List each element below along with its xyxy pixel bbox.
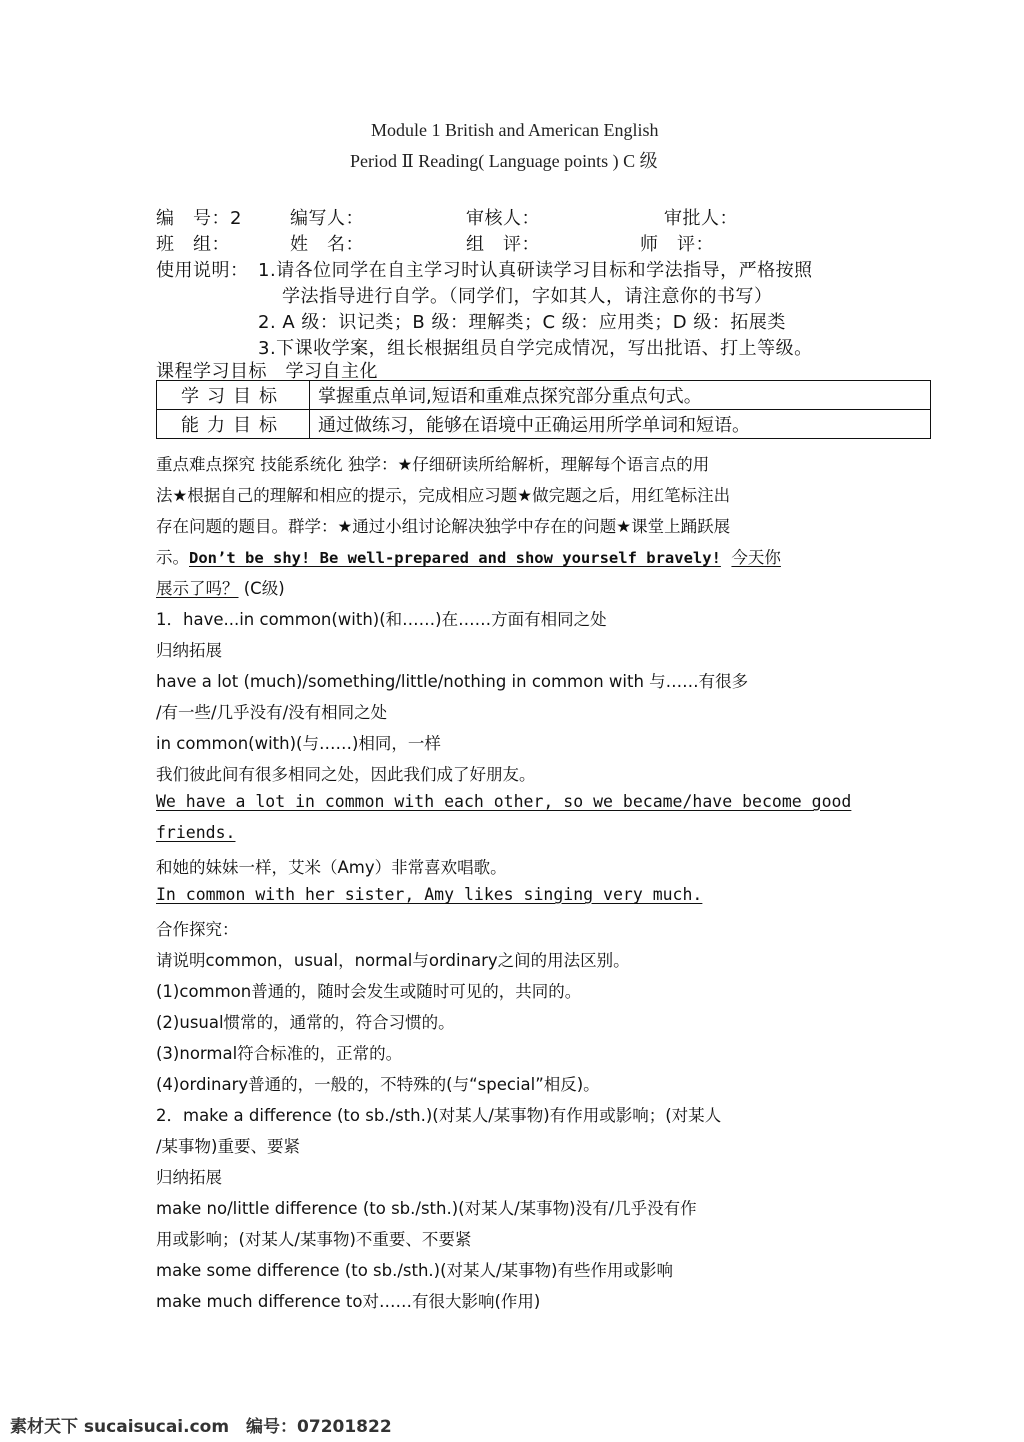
intro-line: 重点难点探究 技能系统化 独学：★仔细研读所给解析，理解每个语言点的用 (156, 455, 710, 474)
goal-key: 能力目标 (157, 410, 310, 439)
section-1-summary: 归纳拓展 (156, 641, 222, 660)
intro-line-4 (156, 544, 781, 568)
goal-key: 学习目标 (157, 381, 310, 410)
document-subtitle: Period Ⅱ Reading( Language points ) C 级 (350, 151, 658, 171)
meta-reviewer: 审核人： (466, 208, 540, 229)
example-sentence: friends. (156, 823, 236, 842)
intro-line: 法★根据自己的理解和相应的提示，完成相应习题★做完题之后，用红笔标注出 (156, 486, 731, 505)
body-line: 用或影响；(对某人/某事物)不重要、不要紧 (156, 1230, 472, 1249)
intro-line: 存在问题的题目。群学：★通过小组讨论解决独学中存在的问题★课堂上踊跃展 (156, 517, 731, 536)
instructions-label: 使用说明： (156, 260, 249, 281)
instruction-1a: 1.请各位同学在自主学习时认真研读学习目标和学法指导，严格按照 (258, 260, 813, 281)
section-2-title-cont: /某事物)重要、要紧 (156, 1137, 300, 1156)
example-sentence: In common with her sister, Amy likes singing very much. (156, 885, 703, 904)
body-line: make no/little difference (to sb./sth.)(对某人/某事物)没有/几乎没有作 (156, 1199, 697, 1218)
goals-table (156, 380, 931, 439)
goal-value: 通过做练习，能够在语境中正确运用所学单词和短语。 (310, 410, 931, 439)
document-title: Module 1 British and American English (371, 120, 659, 140)
table-row (157, 410, 931, 439)
course-heading: 课程学习目标 学习自主化 (156, 361, 378, 382)
meta-writer: 编写人： (290, 208, 364, 229)
intro-english-slogan: Don’t be shy! Be well-prepared and show yourself bravely! (189, 549, 721, 567)
meta-teacher-eval: 师 评： (640, 234, 714, 255)
list-item: (1)common普通的，随时会发生或随时可见的，共同的。 (156, 982, 582, 1001)
coop-question: 请说明common，usual，normal与ordinary之间的用法区别。 (156, 951, 630, 970)
section-1-title: 1．have...in common(with)(和……)在……方面有相同之处 (156, 610, 607, 629)
section-2-summary: 归纳拓展 (156, 1168, 222, 1187)
meta-name: 姓 名： (290, 234, 364, 255)
instruction-3: 3.下课收学案，组长根据组员自学完成情况，写出批语、打上等级。 (258, 338, 813, 359)
table-row (157, 381, 931, 410)
body-line: make some difference (to sb./sth.)(对某人/某事物)有些作用或影响 (156, 1261, 674, 1280)
meta-approver: 审批人： (664, 208, 738, 229)
list-item: (4)ordinary普通的，一般的，不特殊的(与“special”相反)。 (156, 1075, 600, 1094)
intro-level: (C级) (243, 579, 285, 598)
list-item: (3)normal符合标准的，正常的。 (156, 1044, 403, 1063)
body-line: 和她的妹妹一样，艾米（Amy）非常喜欢唱歌。 (156, 858, 507, 877)
goal-value: 掌握重点单词,短语和重难点探究部分重点句式。 (310, 381, 931, 410)
intro-suffix: 今天你 (731, 548, 781, 567)
intro-question: 展示了吗？ (156, 579, 239, 598)
body-line: in common(with)(与……)相同，一样 (156, 734, 441, 753)
example-sentence: We have a lot in common with each other, so we became/have become good (156, 792, 852, 811)
meta-number: 编 号：2 (156, 208, 242, 229)
intro-line-5 (156, 575, 285, 599)
meta-group: 班 组： (156, 234, 230, 255)
body-line: /有一些/几乎没有/没有相同之处 (156, 703, 388, 722)
meta-group-eval: 组 评： (466, 234, 540, 255)
instruction-1b: 学法指导进行自学。（同学们，字如其人，请注意你的书写） (282, 286, 773, 307)
section-2-title: 2．make a difference (to sb./sth.)(对某人/某事物)有作用或影响；(对某人 (156, 1106, 722, 1125)
body-line: have a lot (much)/something/little/nothing in common with 与……有很多 (156, 672, 749, 691)
body-line: make much difference to对……有很大影响(作用) (156, 1292, 541, 1311)
list-item: (2)usual惯常的，通常的，符合习惯的。 (156, 1013, 455, 1032)
body-line: 我们彼此间有很多相同之处，因此我们成了好朋友。 (156, 765, 536, 784)
intro-prefix: 示。 (156, 548, 189, 567)
instruction-2: 2. A 级：识记类；B 级：理解类；C 级：应用类；D 级：拓展类 (258, 312, 786, 333)
watermark-bar (0, 1406, 1024, 1442)
watermark-text: 素材天下 sucaisucai.com 编号：07201822 (10, 1417, 392, 1437)
coop-heading: 合作探究： (156, 920, 239, 939)
